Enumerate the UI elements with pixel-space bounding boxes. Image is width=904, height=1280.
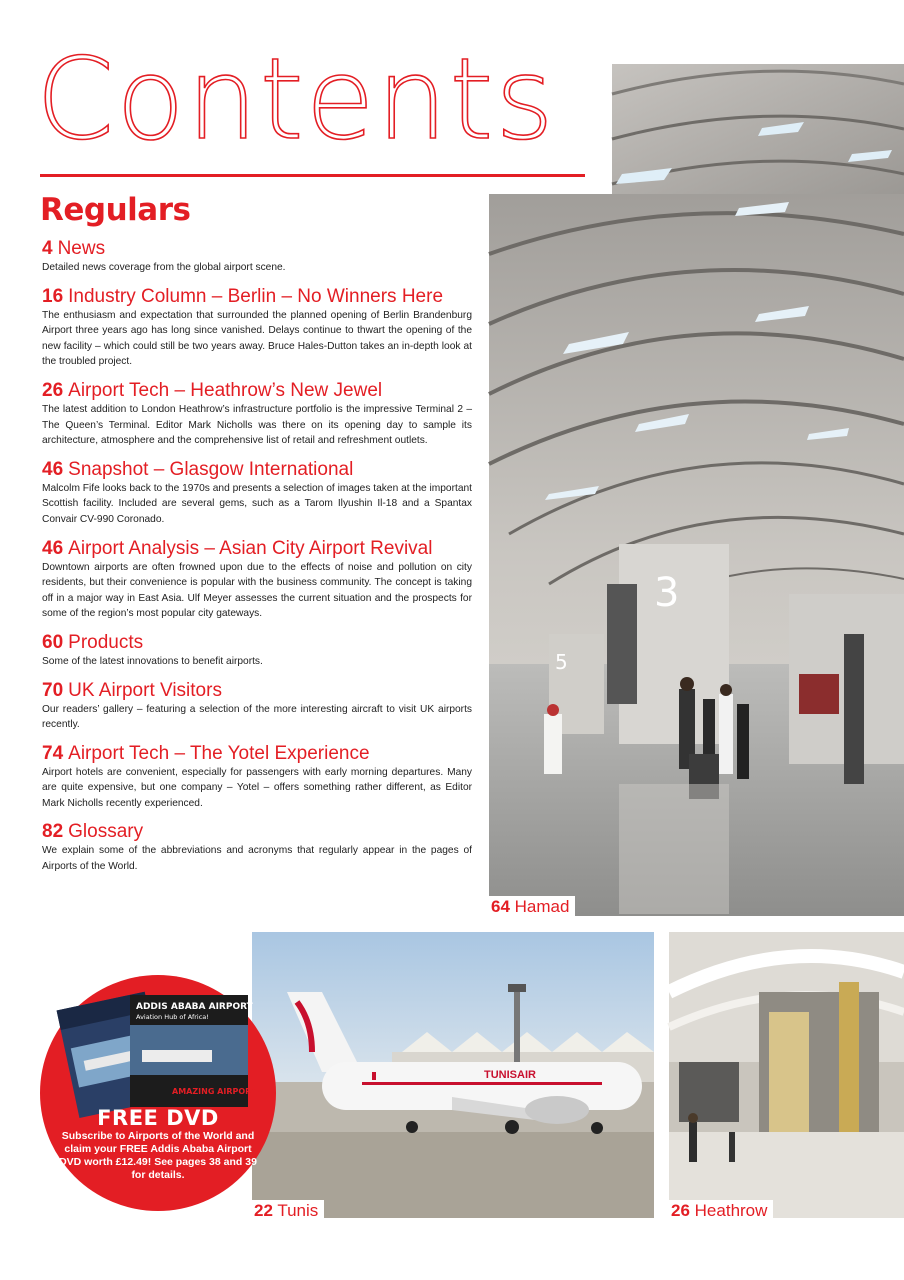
promo-title: FREE DVD [97,1106,219,1130]
list-item[interactable] [42,380,472,449]
list-item[interactable] [42,632,472,670]
dvd-title: ADDIS ABABA AIRPORT [136,1002,253,1012]
page-number: 74 [42,742,64,764]
gate-5-label: 5 [555,650,568,674]
entry-title: Industry Column – Berlin – No Winners Here [68,285,444,307]
caption-label: Hamad [514,897,570,916]
entry-heading [42,538,472,560]
list-item[interactable] [42,821,472,874]
page-title: Contents [36,35,556,165]
page-number: 70 [42,679,64,701]
hamad-photo-top [612,64,904,196]
hamad-photo [489,194,904,916]
entry-description: We explain some of the abbreviations and acronyms that regularly appear in the pages of Airports of the World. [42,845,472,873]
entry-description: Airport hotels are convenient, especially for passengers with early morning departures. Many are quite expensive, but one company – Yotel – offers something rather different, as Editor Mark Nicholls recently experienced. [42,766,472,809]
entry-title: Airport Tech – Heathrow’s New Jewel [68,379,383,401]
entry-title: Airport Tech – The Yotel Experience [68,742,370,764]
page-number: 16 [42,285,64,307]
list-item[interactable] [42,286,472,370]
entry-heading [42,286,472,308]
list-item[interactable] [42,459,472,528]
entry-title: News [57,238,106,259]
list-item[interactable] [42,743,472,812]
caption-label: Tunis [277,1201,319,1220]
page-number: 60 [42,631,64,653]
entry-heading [42,380,472,402]
entry-description: Some of the latest innovations to benefit airports. [42,655,263,667]
caption-hamad [489,896,575,916]
caption-tunis [252,1200,324,1220]
entry-title: Glossary [68,821,144,843]
list-item[interactable] [42,538,472,622]
entry-heading [42,238,472,260]
entry-title: Products [68,631,144,653]
page-number: 82 [42,821,64,843]
entry-description: The enthusiasm and expectation that surrounded the planned opening of Berlin Brandenburg Airport three years ago has long since vanished. Delays continue to thwart the opening of the new facility – which could still be two years away. Bruce Hales-Dutton takes an in-depth look at the troubled project. [42,309,472,368]
entry-heading [42,743,472,765]
list-item[interactable] [42,238,472,276]
entry-title: UK Airport Visitors [68,679,222,701]
entry-description: The latest addition to London Heathrow’s infrastructure portfolio is the impressive Terminal 2 – The Queen’s Terminal. Editor Mark Nicholls was there on its opening day to sample its architecture, atmosphere and the comprehensive list of retail and refreshment outlets. [42,403,472,447]
entry-description: Downtown airports are often frowned upon due to the effects of noise and pollution on city residents, but their convenience is popular with the business community. The concept is taking off in a major way in East Asia. Ulf Meyer assesses the current situation and the prospects for some of the region’s most popular city gateways. [42,561,472,620]
title-rule [40,174,585,177]
entry-title: Airport Analysis – Asian City Airport Revival [68,537,433,559]
promo-text [58,1107,258,1182]
page-number: 46 [42,458,64,480]
entry-description: Malcolm Fife looks back to the 1970s and presents a selection of images taken at the important Scottish facility. Included are several gems, such as a Tarom Ilyushin Il-18 and a Spantax Convair CV-990 Coronado. [42,482,472,525]
page-number: 46 [42,537,64,559]
dvd-subtitle: Aviation Hub of Africa! [136,1013,209,1021]
caption-number: 22 [254,1201,273,1220]
promo-body: Subscribe to Airports of the World and claim your FREE Addis Ababa Airport DVD worth £12.49! See pages 38 and 39 for details. [59,1130,257,1181]
dvd-cover-front [130,995,263,1112]
entry-heading [42,459,472,481]
airline-name: TUNISAIR [484,1069,536,1081]
contents-list [42,238,472,885]
entry-heading [42,632,472,654]
caption-number: 64 [491,897,510,916]
heathrow-photo [669,932,904,1218]
entry-description: Detailed news coverage from the global airport scene. [42,262,286,273]
entry-heading [42,821,472,843]
gate-3-label: 3 [654,570,680,616]
page-number: 4 [42,238,53,259]
entry-title: Snapshot – Glasgow International [68,458,354,480]
section-heading: Regulars [40,192,191,228]
page-number: 26 [42,379,64,401]
caption-heathrow [669,1200,773,1220]
caption-label: Heathrow [694,1201,768,1220]
entry-description: Our readers’ gallery – featuring a selection of the more interesting aircraft to visit UK airports recently. [42,703,472,731]
tunis-photo [252,932,654,1218]
caption-number: 26 [671,1201,690,1220]
entry-heading [42,680,472,702]
list-item[interactable] [42,680,472,733]
dvd-brand: AMAZING AIRPORTS [172,1087,263,1096]
